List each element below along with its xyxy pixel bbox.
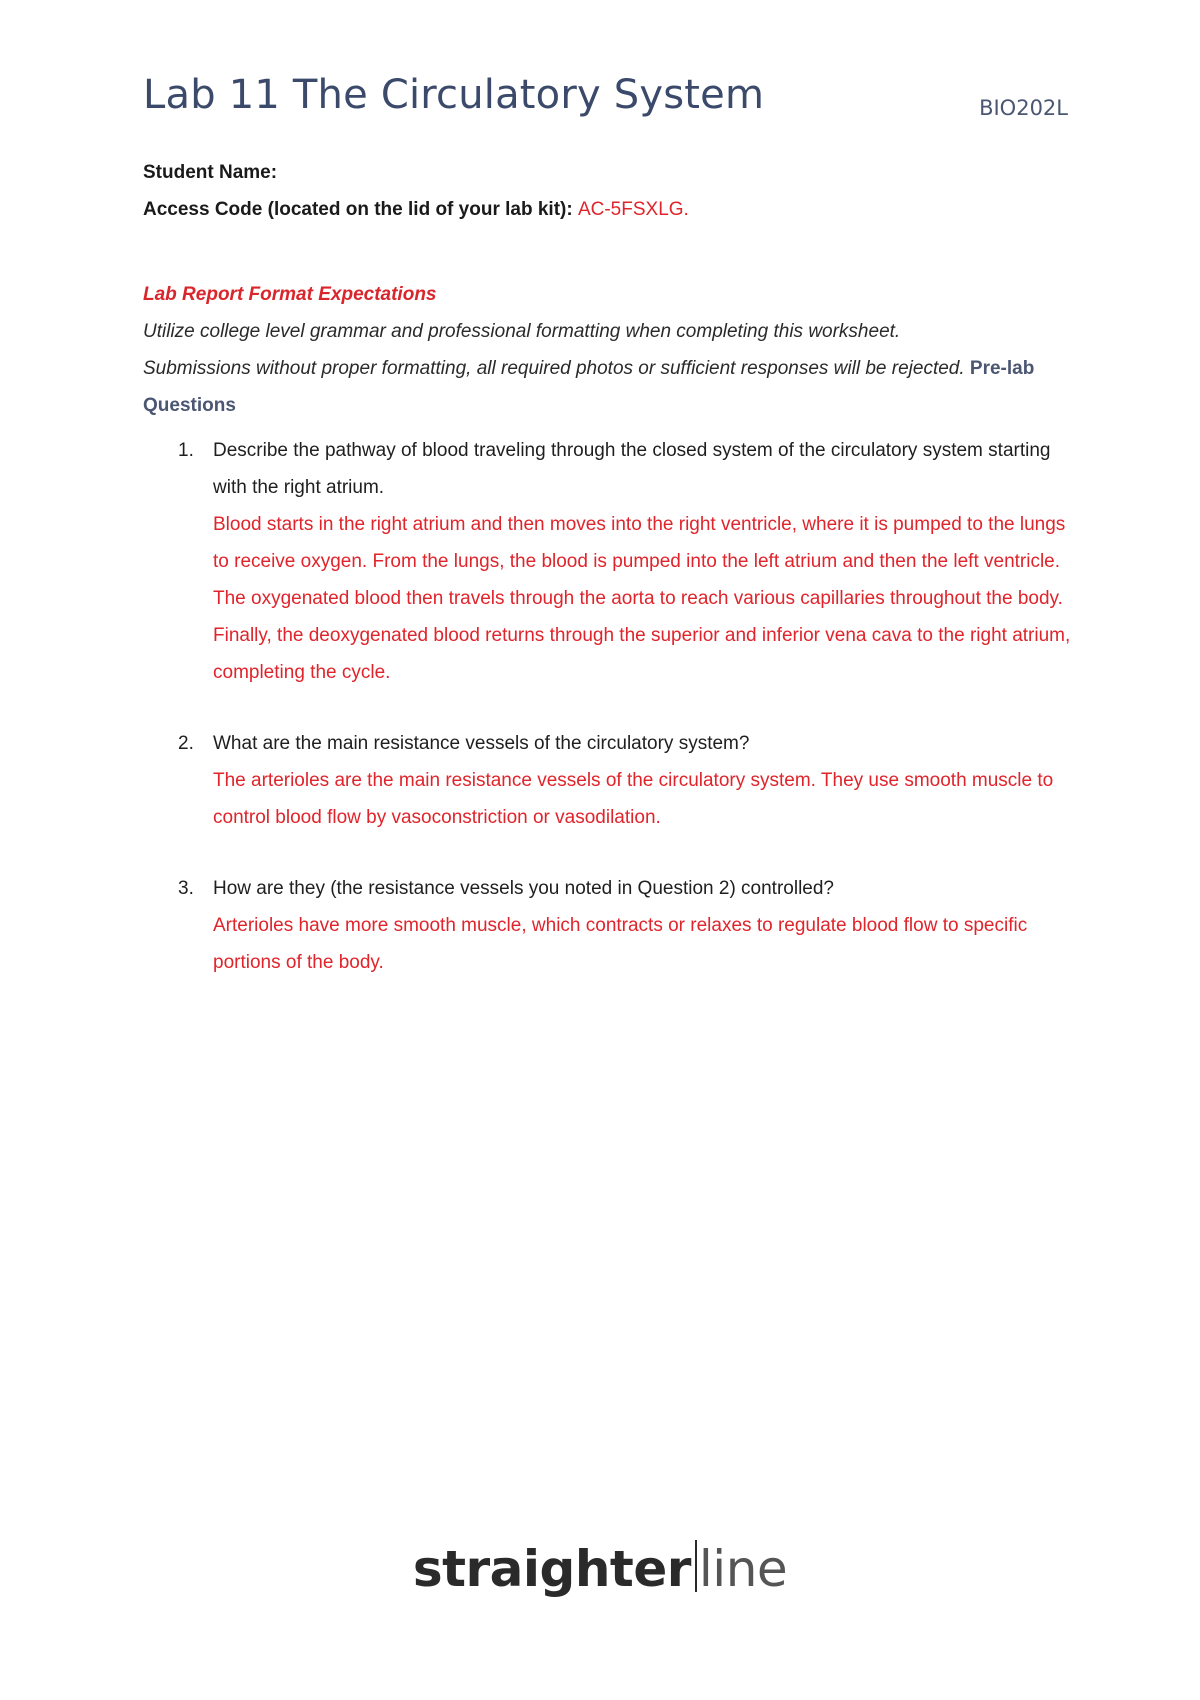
logo-text-light: line [698,1540,788,1598]
access-code-label: Access Code (located on the lid of your lab kit): [143,199,573,220]
question-item [143,725,1073,836]
expectations-line-1: Utilize college level grammar and professional formatting when completing this worksheet. [143,321,901,342]
question-item [143,432,1073,691]
student-name-label: Student Name: [143,162,278,183]
question-number: 3. [178,878,194,899]
question-text: How are they (the resistance vessels you noted in Question 2) controlled? [213,878,834,899]
question-text: What are the main resistance vessels of the circulatory system? [213,733,750,754]
logo-text-bold: straighter [412,1540,691,1598]
expectations-paragraph-2 [143,350,1073,424]
question-list [143,432,1073,1015]
answer-text: The arterioles are the main resistance vessels of the circulatory system. They use smooth muscle to control blood flow by vasoconstriction or vasodilation. [213,770,1054,828]
answer-text: Blood starts in the right atrium and then moves into the right ventricle, where it is pumped to the lungs to receive oxygen. From the lungs, the blood is pumped into the left atrium and then the left ventricle. The oxygenated blood then travels through the aorta to reach various capillaries throughout the body. Finally, the deoxygenated blood returns through the superior and inferior vena cava to the right atrium, completing the cycle. [213,514,1071,683]
question-item [143,870,1073,981]
logo-divider [695,1540,697,1592]
expectations-line-2: Submissions without proper formatting, all required photos or sufficient responses will be rejected. [143,358,965,379]
question-text: Describe the pathway of blood traveling through the closed system of the circulatory system starting with the right atrium. [213,440,1051,498]
course-code: BIO202L [979,96,1068,120]
page-title: Lab 11 The Circulatory System [143,72,765,118]
format-expectations [143,276,1073,424]
student-info [143,154,689,228]
document-header [143,72,1068,132]
question-number: 2. [178,733,194,754]
answer-text: Arterioles have more smooth muscle, which contracts or relaxes to regulate blood flow to specific portions of the body. [213,915,1028,973]
prelab-heading: Pre-lab Questions [143,358,1035,416]
footer-logo [0,1540,1200,1598]
access-code-value: AC-5FSXLG. [577,199,689,220]
question-number: 1. [178,440,194,461]
expectations-heading: Lab Report Format Expectations [143,284,437,305]
straighterline-logo [413,1540,787,1598]
access-code-line [143,191,689,228]
